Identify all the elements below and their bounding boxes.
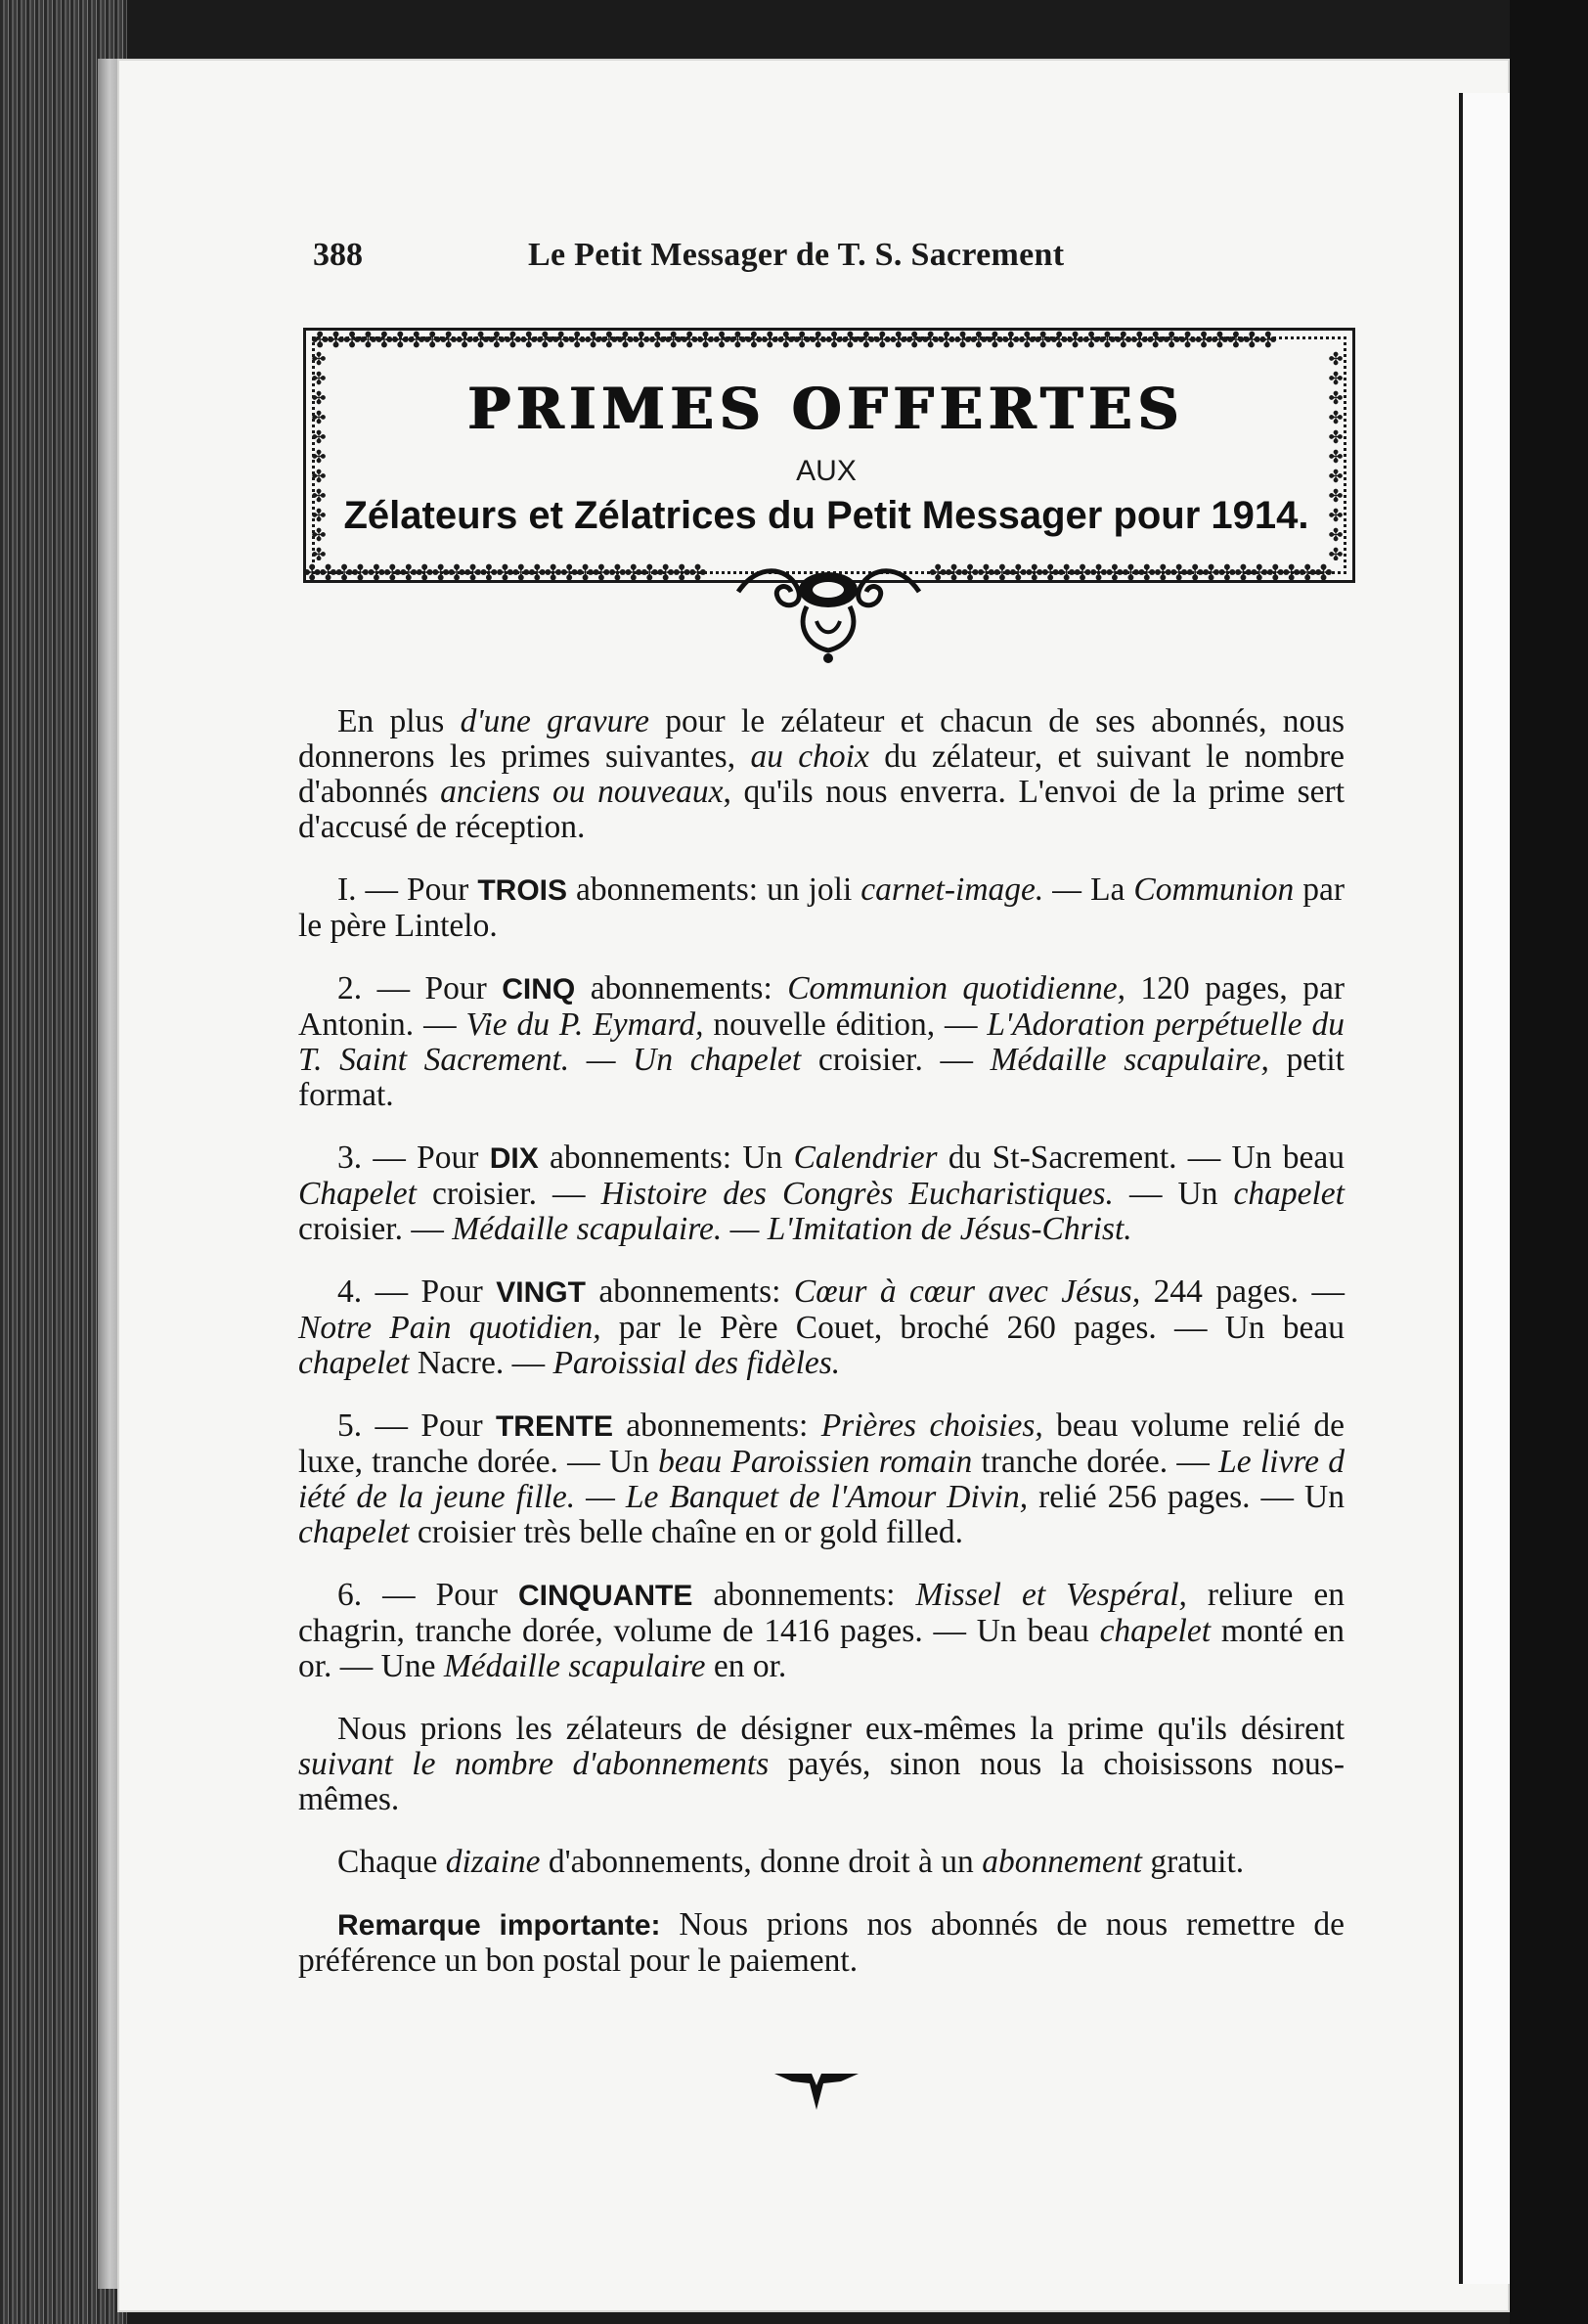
italic-run: Chapelet: [298, 1176, 417, 1212]
text-run: La: [1081, 872, 1134, 908]
text-run: croisier. —: [298, 1211, 453, 1247]
italic-run: Communion: [1133, 872, 1295, 908]
item-number: I. — Pour: [337, 872, 478, 908]
item-number: 5. — Pour: [337, 1408, 496, 1444]
italic-run: beau Paroissien romain: [658, 1444, 973, 1480]
italic-run: Calendrier: [793, 1140, 938, 1176]
text-run: monté en or. — Une: [298, 1613, 1345, 1684]
text-run: croisier très belle chaîne en or gold filled.: [409, 1514, 963, 1550]
ornament-border-right: ✤ ✤ ✤ ✤ ✤ ✤ ✤ ✤ ✤ ✤ ✤: [1328, 350, 1344, 560]
text-run: pour le zélateur et chacun de ses abonnés, nous donnerons les primes suivantes,: [298, 703, 1345, 775]
text-run: petit format.: [298, 1042, 1345, 1113]
text-run: Chaque: [337, 1844, 446, 1880]
remarque-label: Remarque importante:: [337, 1909, 661, 1942]
prime-item-6: [298, 1578, 1345, 1684]
text-run: , qu'ils nous enverra. L'envoi de la prime sert d'accusé de réception.: [298, 774, 1345, 845]
tailpiece-ornament: [772, 2066, 860, 2115]
italic-run: suivant le nombre d'abonnements: [298, 1746, 770, 1782]
primes-offertes-title: PRIMES OFFERTES: [467, 376, 1185, 442]
ornament-border-top: ✤✤✤✤✤✤✤✤✤✤✤✤✤✤✤✤✤✤✤✤✤✤✤✤✤✤✤✤✤✤✤✤✤✤✤✤✤✤✤✤✤✤✤✤✤✤✤✤✤✤✤✤✤✤✤✤✤✤✤✤: [311, 330, 1276, 353]
italic-run: chapelet: [298, 1345, 410, 1381]
text-run: par le père Lintelo.: [298, 872, 1345, 944]
text-run: abonnements: un joli: [567, 872, 861, 908]
italic-run: anciens ou nouveaux: [440, 774, 724, 810]
item-number: 6. — Pour: [337, 1577, 518, 1613]
italic-run: d'une gravure: [460, 703, 649, 739]
text-run: Nous prions nos abonnés de nous remettre de préférence un bon postal pour le paiement.: [298, 1906, 1345, 1979]
italic-run: Paroissial des fidèles.: [552, 1345, 841, 1381]
text-run: — Un: [1113, 1176, 1234, 1212]
italic-run: abonnement: [982, 1844, 1142, 1880]
ornament-border-bottom-left: ✤✤✤✤✤✤✤✤✤✤✤✤✤✤✤✤✤✤✤✤✤✤✤✤✤: [303, 561, 705, 586]
italic-run: carnet-image. —: [860, 872, 1082, 908]
italic-run: dizaine: [445, 1844, 541, 1880]
ornament-border-bottom-right: ✤✤✤✤✤✤✤✤✤✤✤✤✤✤✤✤✤✤✤✤✤✤✤✤✤: [929, 561, 1331, 586]
text-run: du St-Sacrement. — Un beau: [937, 1140, 1345, 1176]
text-run: abonnements:: [612, 1408, 821, 1444]
subscription-count: DIX: [489, 1142, 539, 1175]
italic-run: L'Adoration perpétuelle du T. Saint Sacrement. — Un chapelet: [298, 1006, 1345, 1078]
text-run: beau volume relié de luxe, tranche dorée. — Un: [298, 1408, 1345, 1480]
text-run: abonnements: Un: [538, 1140, 794, 1176]
ornament-border-left: ✤ ✤ ✤ ✤ ✤ ✤ ✤ ✤ ✤ ✤ ✤: [311, 350, 327, 560]
text-run: d'abonnements, donne droit à un: [540, 1844, 983, 1880]
text-run: croisier. —: [416, 1176, 601, 1212]
remarque-paragraph: [298, 1907, 1345, 1979]
intro-paragraph: [298, 704, 1345, 845]
subscription-count: CINQUANTE: [518, 1580, 693, 1612]
dizaine-paragraph: [298, 1845, 1345, 1880]
text-run: par le Père Couet, broché 260 pages. — Un beau: [600, 1310, 1345, 1346]
italic-run: Vie du P. Eymard,: [465, 1006, 704, 1043]
prime-item-1: [298, 872, 1345, 944]
page-number: 388: [313, 237, 363, 273]
aux-label: AUX: [796, 455, 857, 487]
text-run: relié 256 pages. — Un: [1028, 1479, 1345, 1515]
request-paragraph: [298, 1712, 1345, 1817]
item-number: 2. — Pour: [337, 970, 503, 1006]
article-body: [298, 704, 1345, 2006]
prime-item-2: [298, 971, 1345, 1113]
item-number: 3. — Pour: [337, 1140, 490, 1176]
text-run: nouvelle édition, —: [703, 1006, 988, 1043]
italic-run: Médaille scapulaire,: [990, 1042, 1269, 1078]
text-run: Nacre. —: [409, 1345, 553, 1381]
text-run: en or.: [705, 1648, 787, 1684]
text-run: abonnements:: [585, 1274, 794, 1310]
italic-run: Histoire des Congrès Eucharistiques.: [600, 1176, 1114, 1212]
subscription-count: VINGT: [496, 1276, 586, 1309]
subscription-count: TROIS: [477, 874, 568, 907]
text-run: abonnements:: [692, 1577, 916, 1613]
text-run: Nous prions les zélateurs de désigner eux-mêmes la prime qu'ils désirent: [337, 1711, 1345, 1747]
italic-run: Médaille scapulaire. — L'Imitation de Jésus-Christ.: [452, 1211, 1132, 1247]
italic-run: chapelet: [1233, 1176, 1345, 1212]
prime-item-4: [298, 1274, 1345, 1381]
italic-run: Prières choisies,: [820, 1408, 1043, 1444]
subscription-count: CINQ: [502, 973, 576, 1006]
text-run: En plus: [337, 703, 461, 739]
italic-run: au choix: [750, 738, 869, 775]
prime-item-3: [298, 1140, 1345, 1247]
text-run: croisier. —: [801, 1042, 991, 1078]
text-run: gratuit.: [1141, 1844, 1245, 1880]
italic-run: Communion quotidienne,: [787, 970, 1125, 1006]
text-run: 120 pages, par Antonin. —: [298, 970, 1345, 1043]
italic-run: Médaille scapulaire: [443, 1648, 706, 1684]
text-run: tranche dorée. —: [972, 1444, 1219, 1480]
text-run: reliure en chagrin, tranche dorée, volume de 1416 pages. — Un beau: [298, 1577, 1345, 1649]
header-subtitle: Zélateurs et Zélatrices du Petit Messager pour 1914.: [343, 494, 1309, 537]
scan-background: [1510, 0, 1588, 2324]
italic-run: Notre Pain quotidien,: [298, 1310, 601, 1346]
prime-item-5: [298, 1408, 1345, 1550]
italic-run: Missel et Vespéral,: [915, 1577, 1187, 1613]
text-run: du zélateur, et suivant le nombre d'abonnés: [298, 738, 1345, 810]
item-number: 4. — Pour: [337, 1274, 497, 1310]
italic-run: chapelet: [298, 1514, 410, 1550]
journal-title: Le Petit Messager de T. S. Sacrement: [528, 237, 1065, 273]
text-run: 244 pages. —: [1140, 1274, 1345, 1310]
running-head: [313, 237, 1437, 276]
text-run: abonnements:: [575, 970, 788, 1006]
italic-run: Cœur à cœur avec Jésus,: [793, 1274, 1141, 1310]
text-run: payés, sinon nous la choisissons nous-mêmes.: [298, 1746, 1345, 1817]
italic-run: chapelet: [1099, 1613, 1212, 1649]
italic-run: Le livre d iété de la jeune fille. — Le Banquet de l'Amour Divin,: [298, 1444, 1345, 1515]
center-flourish-ornament: [728, 553, 929, 665]
facing-page-edge: [1459, 93, 1514, 2284]
subscription-count: TRENTE: [495, 1410, 613, 1443]
